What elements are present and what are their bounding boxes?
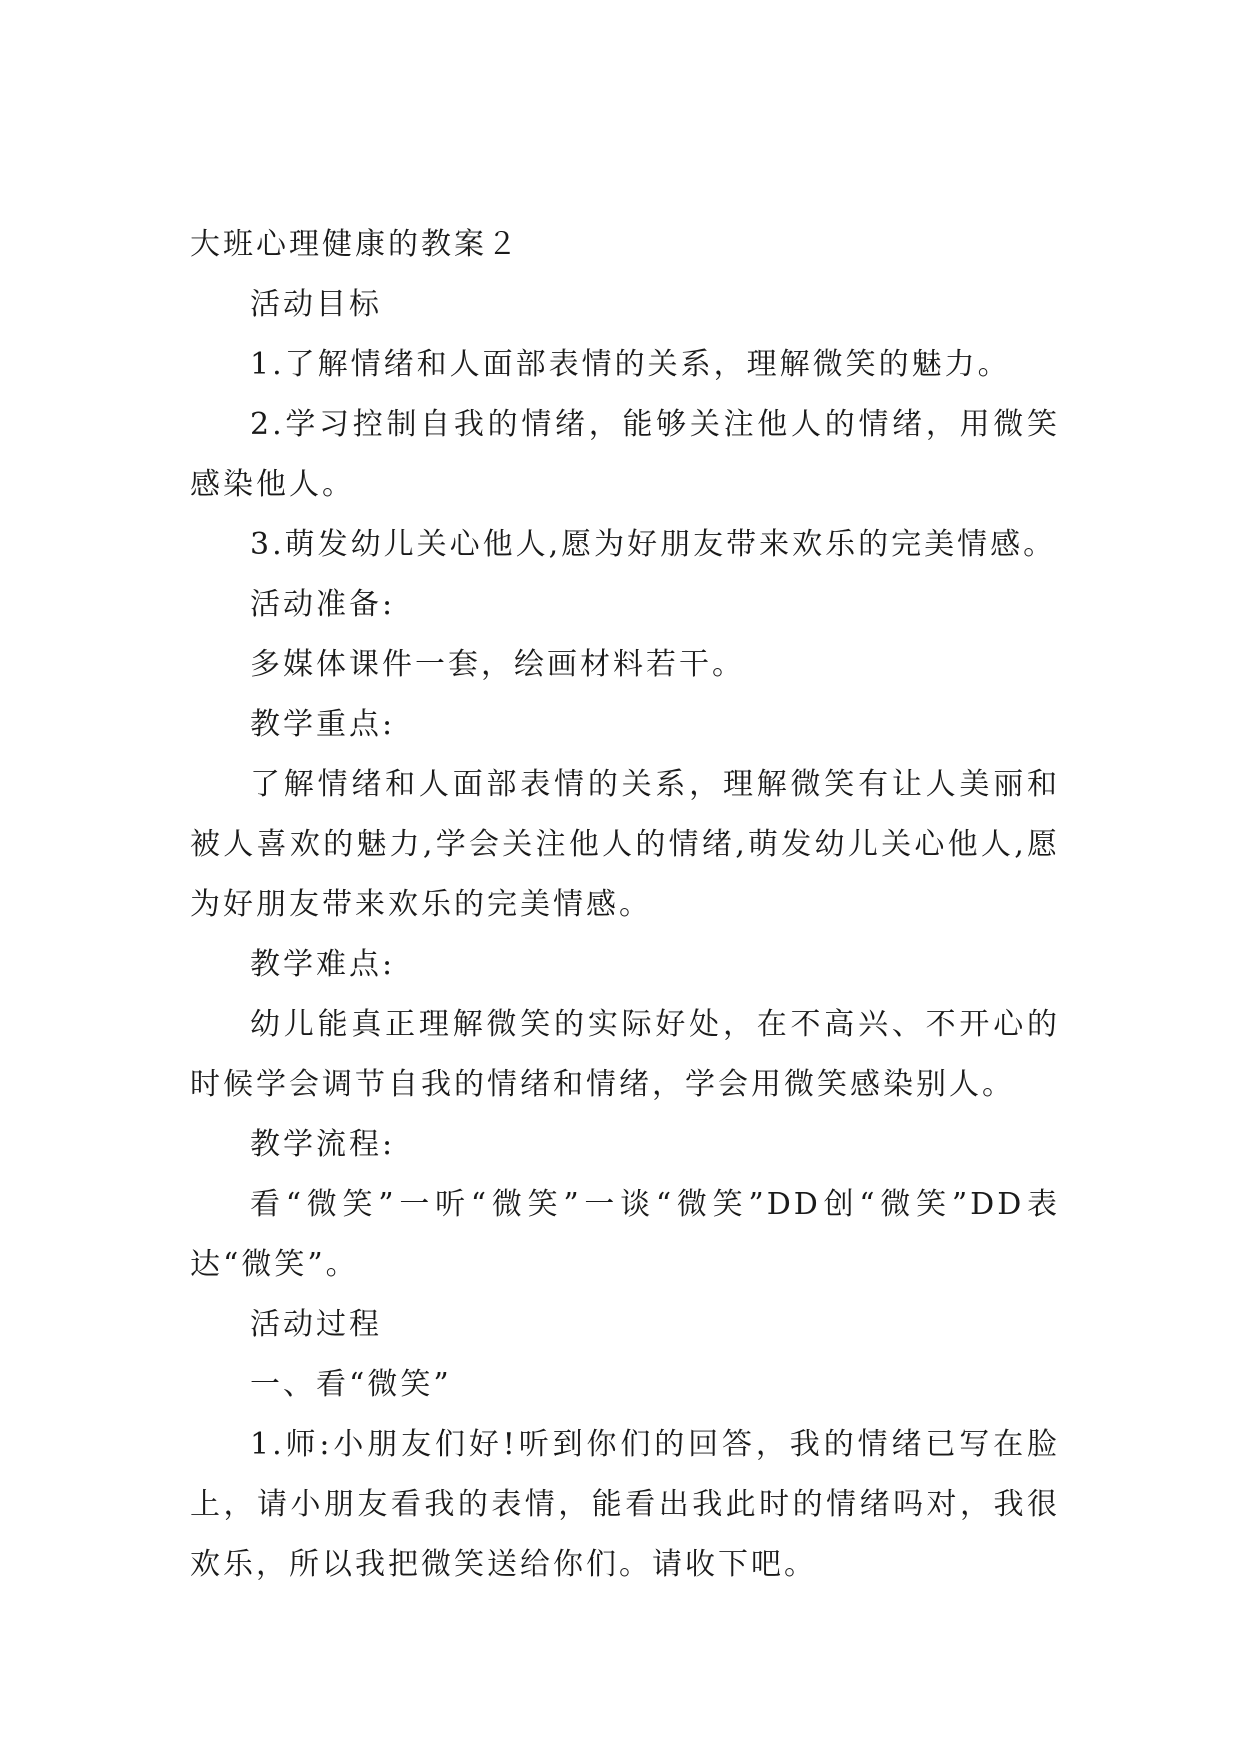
heading-activity-process: 活动过程 bbox=[250, 1307, 382, 1342]
teaching-focus-text: 了解情绪和人面部表情的关系，理解微笑有让人美丽和被人喜欢的魅力,学会关注他人的情绪,萌发幼儿关心他人,愿为好朋友带来欢乐的完美情感。 bbox=[190, 767, 1060, 922]
heading-activity-preparation: 活动准备: bbox=[250, 587, 396, 622]
goal-item-1: 1.了解情绪和人面部表情的关系，理解微笑的魅力。 bbox=[250, 347, 1011, 382]
heading-teaching-difficulty: 教学难点: bbox=[250, 947, 396, 982]
heading-activity-goals: 活动目标 bbox=[250, 287, 382, 322]
teaching-difficulty-text: 幼儿能真正理解微笑的实际好处，在不高兴、不开心的时候学会调节自我的情绪和情绪，学会用微笑感染别人。 bbox=[190, 1007, 1060, 1102]
goal-item-3: 3.萌发幼儿关心他人,愿为好朋友带来欢乐的完美情感。 bbox=[250, 527, 1057, 562]
heading-teaching-focus: 教学重点: bbox=[250, 707, 396, 742]
teaching-process-text: 看“微笑”一听“微笑”一谈“微笑”DD创“微笑”DD表达“微笑”。 bbox=[190, 1187, 1060, 1282]
document-body bbox=[190, 215, 1060, 1595]
goal-item-2: 2.学习控制自我的情绪，能够关注他人的情绪，用微笑感染他人。 bbox=[190, 407, 1060, 502]
preparation-text: 多媒体课件一套，绘画材料若干。 bbox=[250, 647, 745, 682]
document-title: 大班心理健康的教案２ bbox=[190, 227, 520, 262]
heading-teaching-process: 教学流程: bbox=[250, 1127, 396, 1162]
section-one-item-1: 1.师:小朋友们好!听到你们的回答，我的情绪已写在脸上，请小朋友看我的表情，能看出我此时的情绪吗对，我很欢乐，所以我把微笑送给你们。请收下吧。 bbox=[190, 1427, 1060, 1582]
section-one-heading: 一、看“微笑” bbox=[250, 1367, 452, 1402]
